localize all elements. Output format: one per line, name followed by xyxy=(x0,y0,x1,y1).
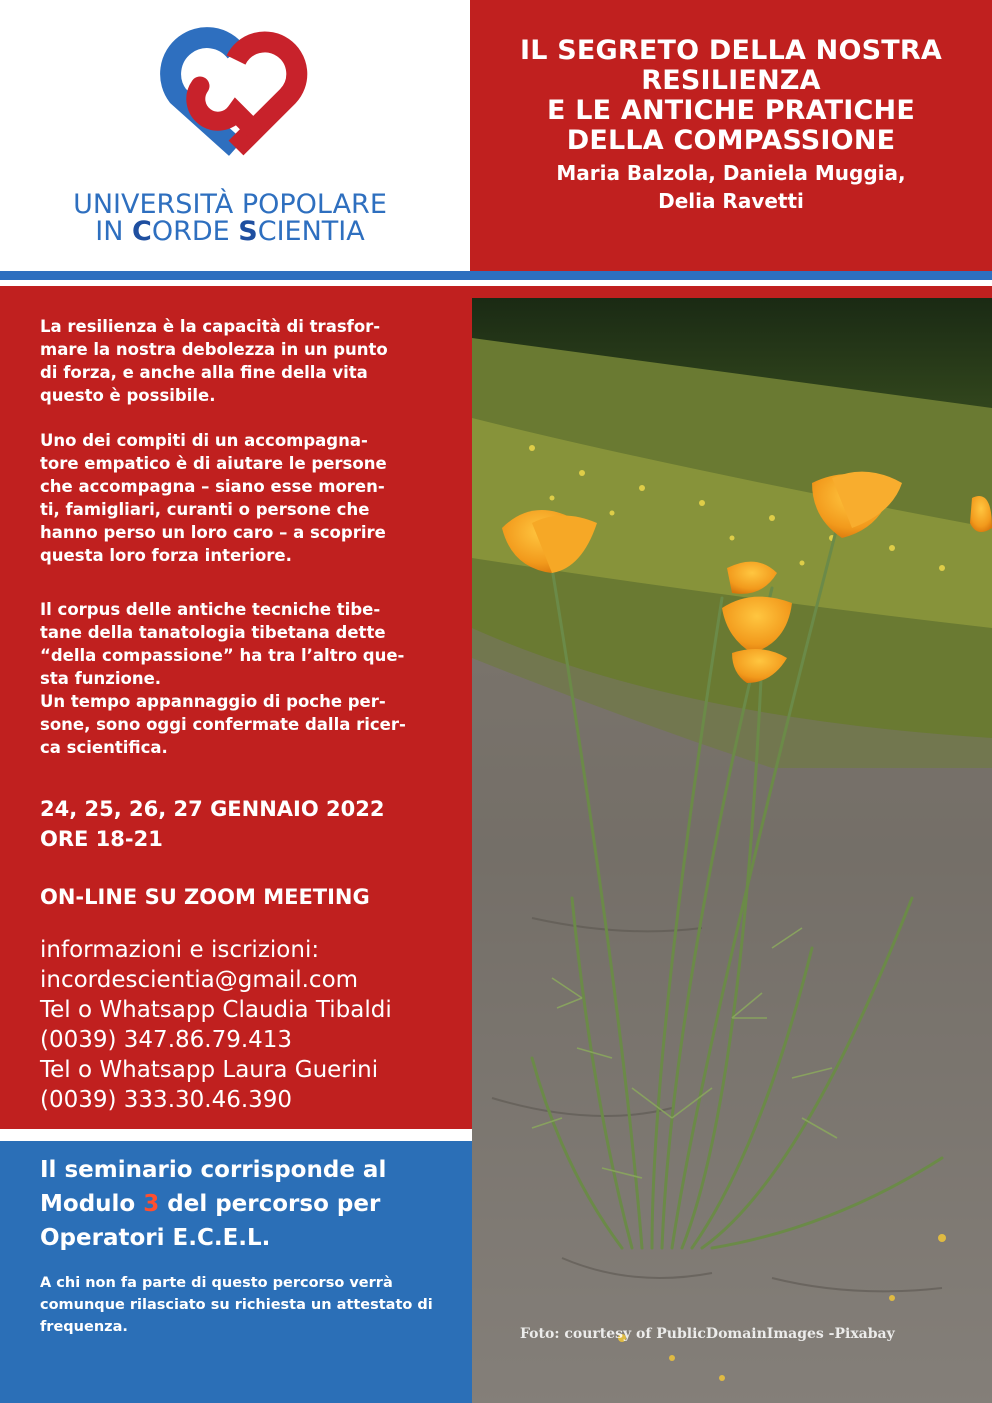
module-number: 3 xyxy=(143,1191,160,1217)
logo-line2: IN CORDE SCIENTIA xyxy=(95,216,365,247)
event-dates: 24, 25, 26, 27 GENNAIO 2022 ORE 18-21 xyxy=(40,797,385,851)
title-panel xyxy=(470,0,992,271)
paragraph-tibetan: Il corpus delle antiche tecniche tibe- tane della tanatologia tibetana dette “della compassione” ha tra l’altro que- sta funzione. Un tempo appannaggio di poche per- sone, sono oggi confermate dalla ricer- ca scientifica. xyxy=(40,600,406,757)
contact-name-1: Tel o Whatsapp Claudia Tibaldi xyxy=(40,997,392,1023)
contacts-label: informazioni e iscrizioni: xyxy=(40,937,320,963)
contact-email[interactable]: incordescientia@gmail.com xyxy=(40,967,359,993)
poppy-illustration xyxy=(472,298,992,1403)
paragraph-resilience: La resilienza è la capacità di trasfor- mare la nostra debolezza in un punto di forza, e anche alla fine della vita questo è possibile. xyxy=(40,317,388,405)
contact-phone-1[interactable]: (0039) 347.86.79.413 xyxy=(40,1027,293,1053)
seminar-panel xyxy=(0,1141,472,1403)
divider-stripe-red xyxy=(0,286,992,298)
contact-phone-2[interactable]: (0039) 333.30.46.390 xyxy=(40,1087,293,1113)
contacts-block xyxy=(40,935,392,1115)
photo-credit: Foto: courtesy of PublicDomainImages -Pixabay xyxy=(520,1326,895,1342)
divider-stripe-blue xyxy=(0,271,992,280)
paragraph-companion: Uno dei compiti di un accompagna- tore empatico è di aiutare le persone che accompagna – siano esse moren- ti, famigliari, curanti o persone che hanno perso un loro caro – a scoprire questa loro forza interiore. xyxy=(40,431,387,565)
poppy-photo xyxy=(472,298,992,1403)
logo-line1: UNIVERSITÀ POPOLARE xyxy=(73,189,387,220)
event-title: IL SEGRETO DELLA NOSTRA RESILIENZA E LE ANTICHE PRATICHE DELLA COMPASSIONE xyxy=(520,35,942,156)
event-authors: Maria Balzola, Daniela Muggia, Delia Ravetti xyxy=(556,161,906,213)
description-panel xyxy=(0,298,472,1129)
logo-area xyxy=(0,0,470,271)
attendance-note: A chi non fa parte di questo percorso verrà comunque rilasciato su richiesta un attestato di frequenza. xyxy=(40,1275,433,1335)
event-location: ON-LINE SU ZOOM MEETING xyxy=(40,885,370,909)
seminar-module-info: Il seminario corrisponde al Modulo 3 del percorso per Operatori E.C.E.L. xyxy=(40,1157,387,1251)
divider-white xyxy=(0,1129,472,1141)
contact-name-2: Tel o Whatsapp Laura Guerini xyxy=(40,1057,379,1083)
heart-logo-icon xyxy=(0,0,470,271)
